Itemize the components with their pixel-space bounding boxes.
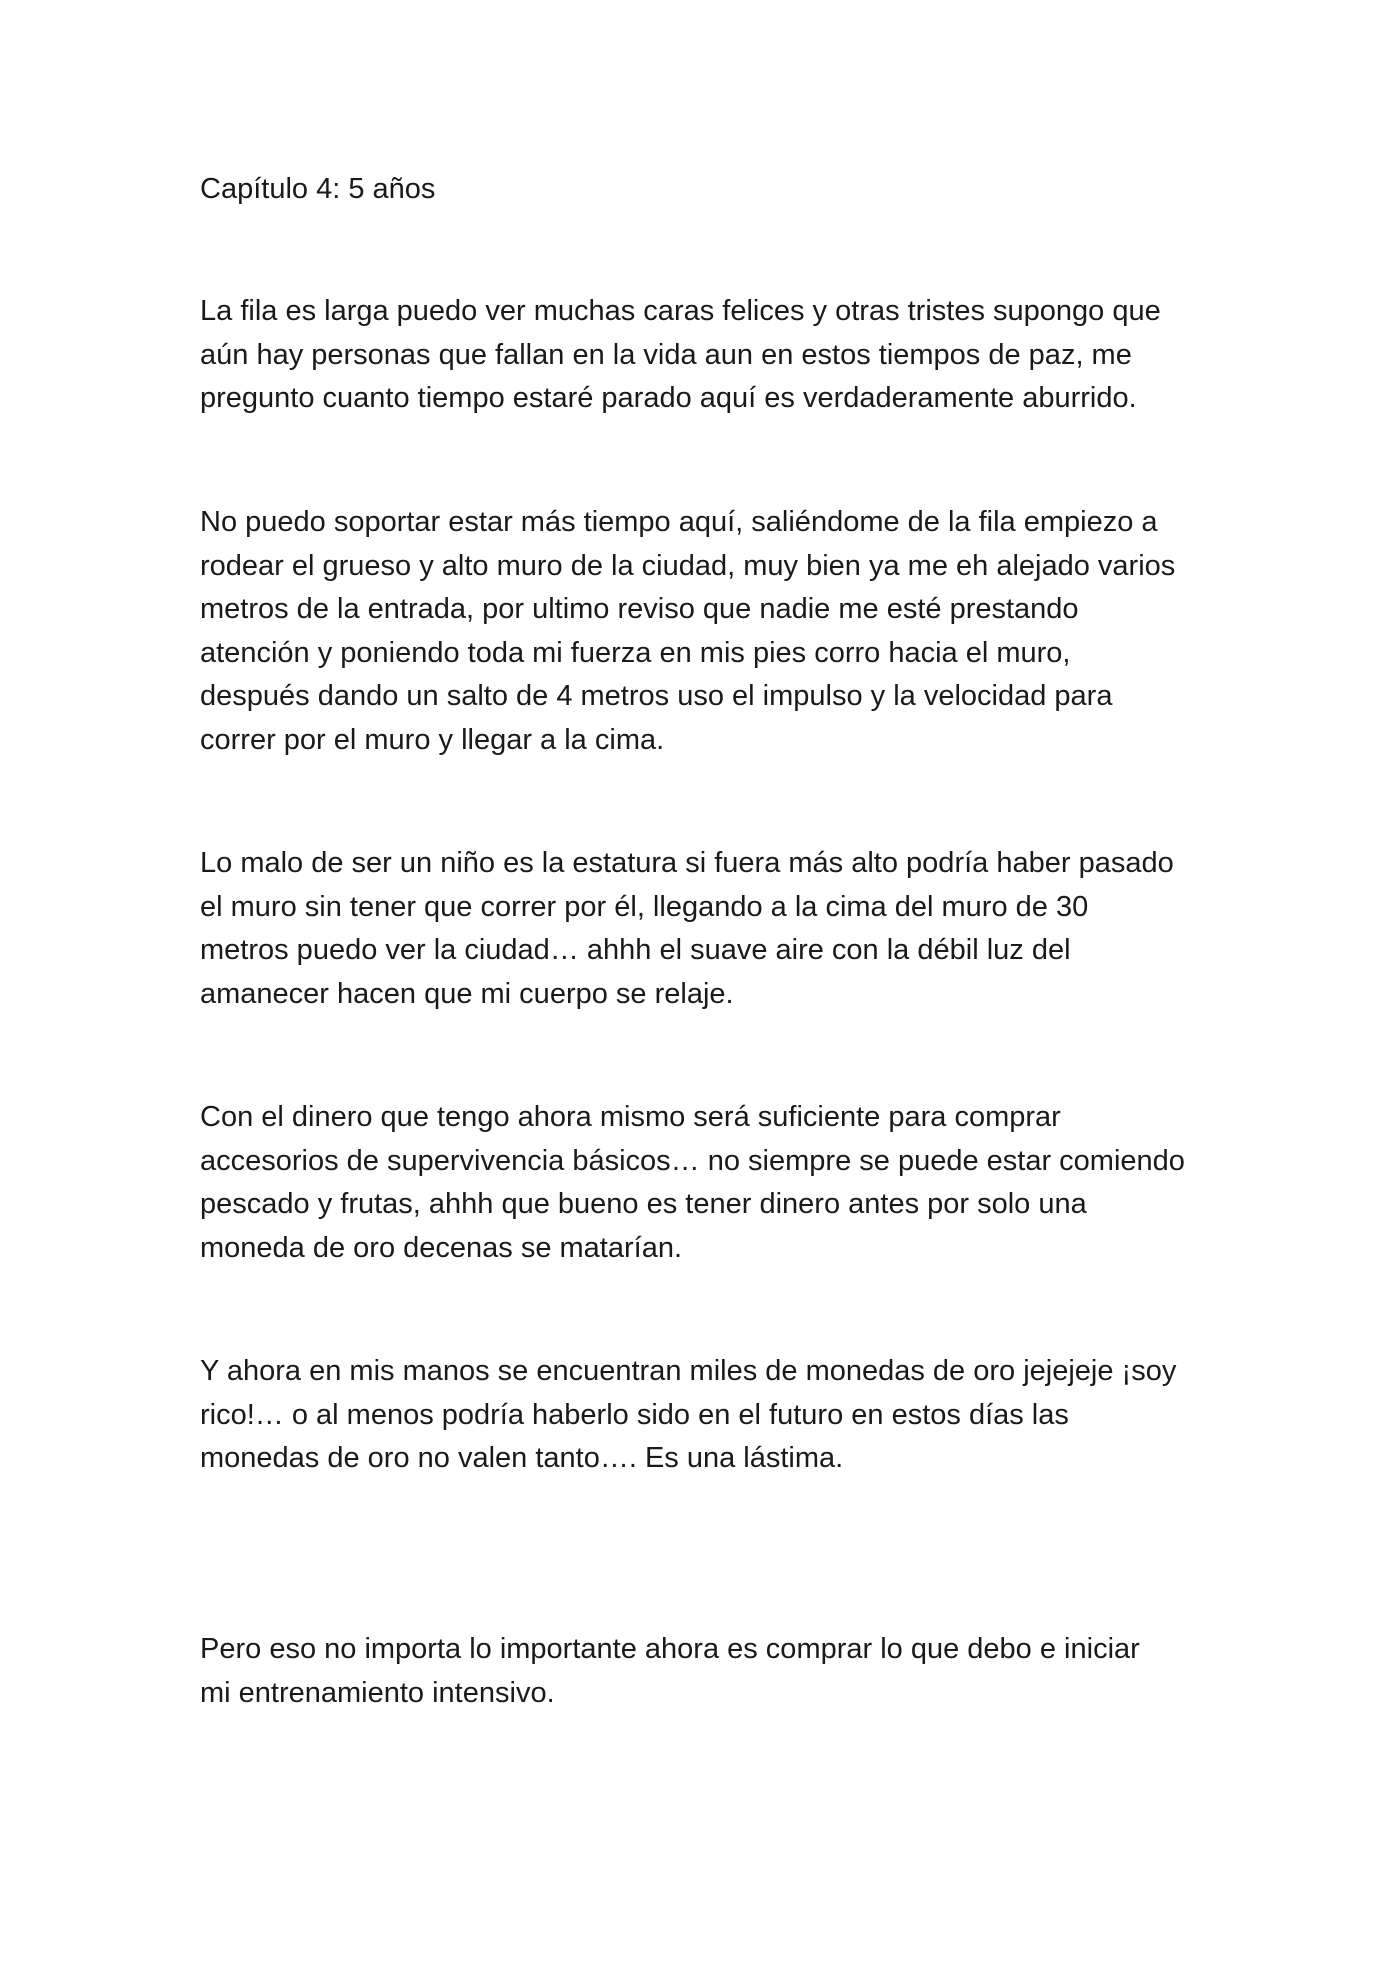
paragraph-line: Lo malo de ser un niño es la estatura si fuera más alto podría haber pasado <box>200 847 1174 879</box>
paragraph-4 <box>200 1096 1220 1270</box>
paragraph-line: No puedo soportar estar más tiempo aquí, saliéndome de la fila empiezo a <box>200 506 1158 538</box>
paragraph-line: La fila es larga puedo ver muchas caras felices y otras tristes supongo que <box>200 295 1161 327</box>
paragraph-line: amanecer hacen que mi cuerpo se relaje. <box>200 977 734 1010</box>
paragraph-line: metros de la entrada, por ultimo reviso que nadie me esté prestando <box>200 593 1079 625</box>
paragraph-line: moneda de oro decenas se matarían. <box>200 1231 683 1264</box>
paragraph-line: el muro sin tener que correr por él, llegando a la cima del muro de 30 <box>200 890 1089 923</box>
paragraph-5 <box>200 1350 1220 1481</box>
paragraph-line: Y ahora en mis manos se encuentran miles de monedas de oro jejejeje ¡soy <box>200 1355 1177 1387</box>
chapter-title: Capítulo 4: 5 años <box>200 173 436 205</box>
paragraph-line: metros puedo ver la ciudad… ahhh el suave aire con la débil luz del <box>200 934 1071 966</box>
paragraph-line: Pero eso no importa lo importante ahora es comprar lo que debo e iniciar <box>200 1633 1140 1665</box>
paragraph-line: después dando un salto de 4 metros uso el impulso y la velocidad para <box>200 680 1113 712</box>
paragraph-line: Con el dinero que tengo ahora mismo será suficiente para comprar <box>200 1101 1061 1133</box>
paragraph-line: rodear el grueso y alto muro de la ciudad, muy bien ya me eh alejado varios <box>200 549 1176 582</box>
paragraph-6 <box>200 1628 1220 1715</box>
paragraph-1 <box>200 290 1220 421</box>
paragraph-line: aún hay personas que fallan en la vida aun en estos tiempos de paz, me <box>200 338 1132 371</box>
paragraph-2 <box>200 501 1220 762</box>
paragraph-line: correr por el muro y llegar a la cima. <box>200 723 665 756</box>
paragraph-line: accesorios de supervivencia básicos… no siempre se puede estar comiendo <box>200 1144 1185 1177</box>
paragraph-line: pescado y frutas, ahhh que bueno es tener dinero antes por solo una <box>200 1188 1087 1220</box>
paragraph-line: rico!… o al menos podría haberlo sido en el futuro en estos días las <box>200 1398 1069 1431</box>
paragraph-line: monedas de oro no valen tanto…. Es una lástima. <box>200 1442 844 1474</box>
paragraph-line: mi entrenamiento intensivo. <box>200 1676 555 1709</box>
paragraph-line: pregunto cuanto tiempo estaré parado aquí es verdaderamente aburrido. <box>200 382 1137 414</box>
paragraph-line: atención y poniendo toda mi fuerza en mis pies corro hacia el muro, <box>200 636 1071 669</box>
paragraph-3 <box>200 842 1220 1016</box>
